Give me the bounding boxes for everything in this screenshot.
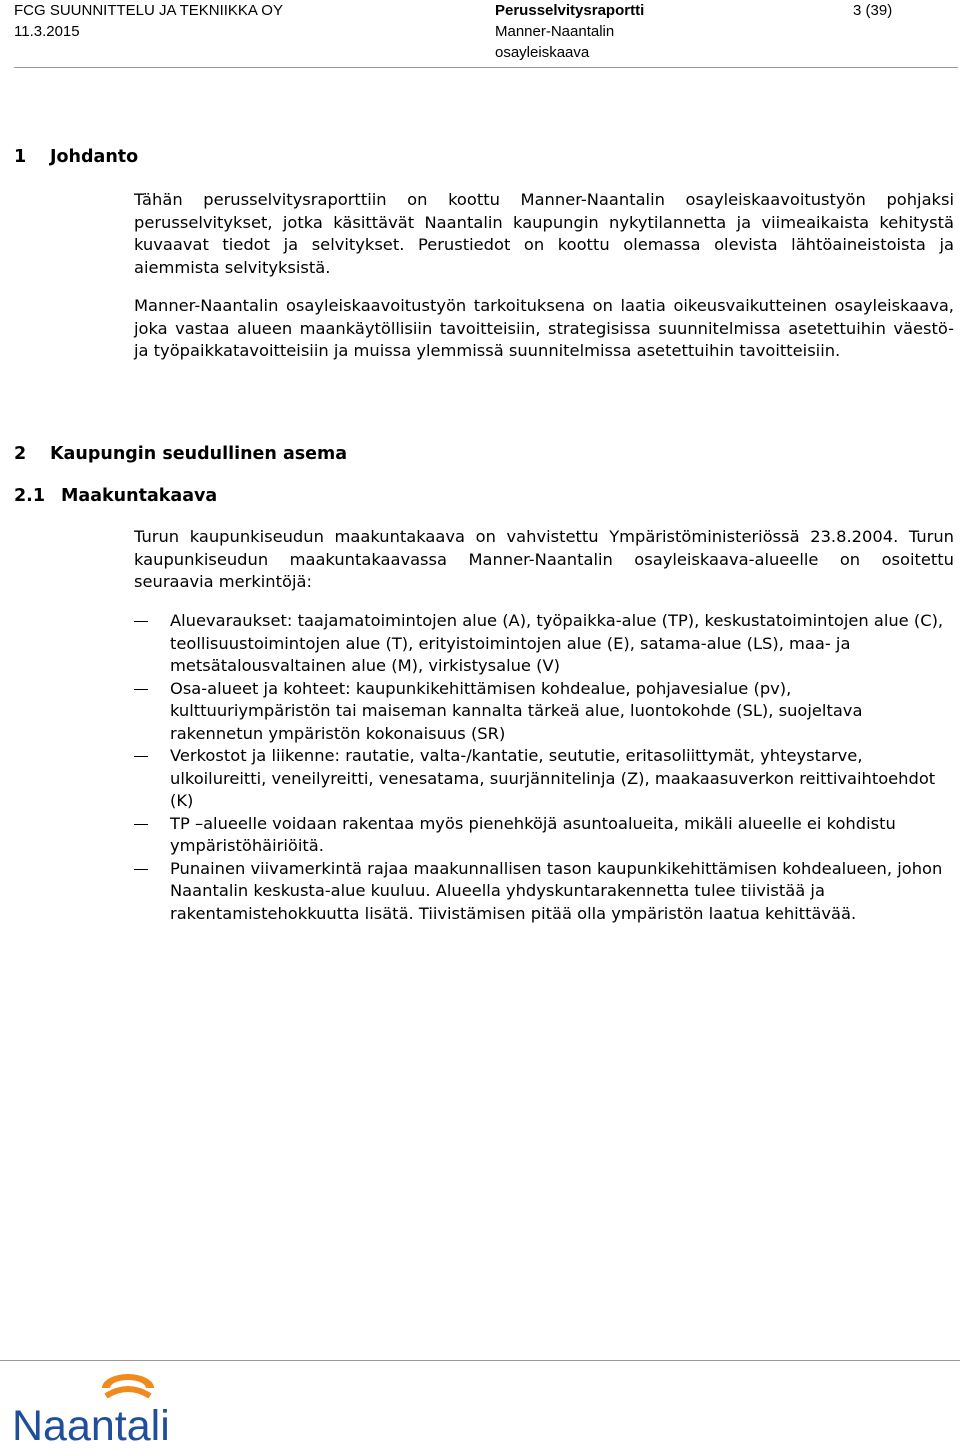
document-title: Perusselvitysraportti [495, 2, 645, 19]
section-2-number: 2 [14, 444, 27, 464]
dash-bullet-icon [134, 824, 148, 825]
list-item: Punainen viivamerkintä rajaa maakunnallisen tason kaupunkikehittämisen kohdealueen, johon Naantalin keskusta-alue kuuluu. Alueella yhdyskuntarakennetta tulee tiivistää ja rakentamistehokkuutta lisätä. Tiivistämisen pitää olla ympäristön laatua kehittävää. [134, 858, 954, 926]
list-item: Verkostot ja liikenne: rautatie, valta-/kantatie, seututie, eritasoliittymät, yhteystarve, ulkoilureitti, veneilyreitti, venesatama, suurjännitelinja (Z), maakaasuverkon reittivaihtoehdot (K) [134, 745, 954, 813]
section-2-1-number: 2.1 [14, 486, 46, 506]
markings-list [134, 610, 954, 925]
list-item: Osa-alueet ja kohteet: kaupunkikehittämisen kohdealue, pohjavesialue (pv), kulttuuriympäristön tai maiseman kannalta tärkeä alue, luontokohde (SL), suojeltava rakennetun ympäristön kokonaisuus (SR) [134, 678, 954, 746]
maakuntakaava-paragraph: Turun kaupunkiseudun maakuntakaava on vahvistettu Ympäristöministeriössä 23.8.2004. Turun kaupunkiseudun maakuntakaavassa Manner-Naantalin osayleiskaava-alueelle on osoitettu seuraavia merkintöjä: [134, 527, 954, 591]
document-subtitle-line2: osayleiskaava [495, 44, 590, 61]
dash-bullet-icon [134, 756, 148, 757]
intro-paragraph-1: Tähän perusselvitysraporttiin on koottu Manner-Naantalin osayleiskaavoitustyön pohjaksi perusselvitykset, jotka käsittävät Naantalin kaupungin nykytilannetta ja viimeaikaista kehitystä kuvaavat tiedot ja selvitykset. Perustiedot on koottu olemassa olevista lähtöaineistoista ja aiemmista selvityksistä. [134, 190, 954, 277]
section-2-1-heading [14, 485, 217, 507]
company-name: FCG SUUNNITTELU JA TEKNIIKKA OY [14, 2, 283, 19]
logo-wordmark: Naantali [12, 1402, 170, 1446]
section-1-number: 1 [14, 147, 27, 167]
dash-bullet-icon [134, 869, 148, 870]
section-2-heading [14, 443, 347, 465]
list-item: Aluevaraukset: taajamatoimintojen alue (A), työpaikka-alue (TP), keskustatoimintojen alue (C), teollisuustoimintojen alue (T), erityistoimintojen alue (E), satama-alue (LS), maa- ja metsätalousvaltainen alue (M), virkistysalue (V) [134, 610, 954, 678]
intro-paragraph-2: Manner-Naantalin osayleiskaavoitustyön tarkoituksena on laatia oikeusvaikutteinen osayleiskaava, joka vastaa alueen maankäytöllisiin tavoitteisiin, strategisissa suunnitelmissa asetettuihin väestö- ja työpaikkatavoitteisiin ja muissa ylemmissä suunnitelmissa asetettuihin tavoitteisiin. [134, 296, 954, 360]
page-number: 3 (39) [853, 2, 893, 19]
section-2-1-title: Maakuntakaava [61, 486, 218, 506]
document-subtitle-line1: Manner-Naantalin [495, 23, 615, 40]
section-1-heading [14, 146, 138, 168]
logo-sun-icon [102, 1374, 154, 1404]
header-divider [14, 67, 958, 68]
header-center [495, 0, 644, 63]
section-2-title: Kaupungin seudullinen asema [50, 444, 348, 464]
header-left [14, 0, 283, 42]
section-1-title: Johdanto [50, 147, 139, 167]
list-item: TP –alueelle voidaan rakentaa myös pienehköjä asuntoalueita, mikäli alueelle ei kohdistu ympäristöhäiriöitä. [134, 813, 954, 858]
dash-bullet-icon [134, 689, 148, 690]
dash-bullet-icon [134, 621, 148, 622]
document-date: 11.3.2015 [14, 23, 80, 40]
footer-divider [0, 1360, 960, 1361]
naantali-logo [10, 1366, 200, 1446]
